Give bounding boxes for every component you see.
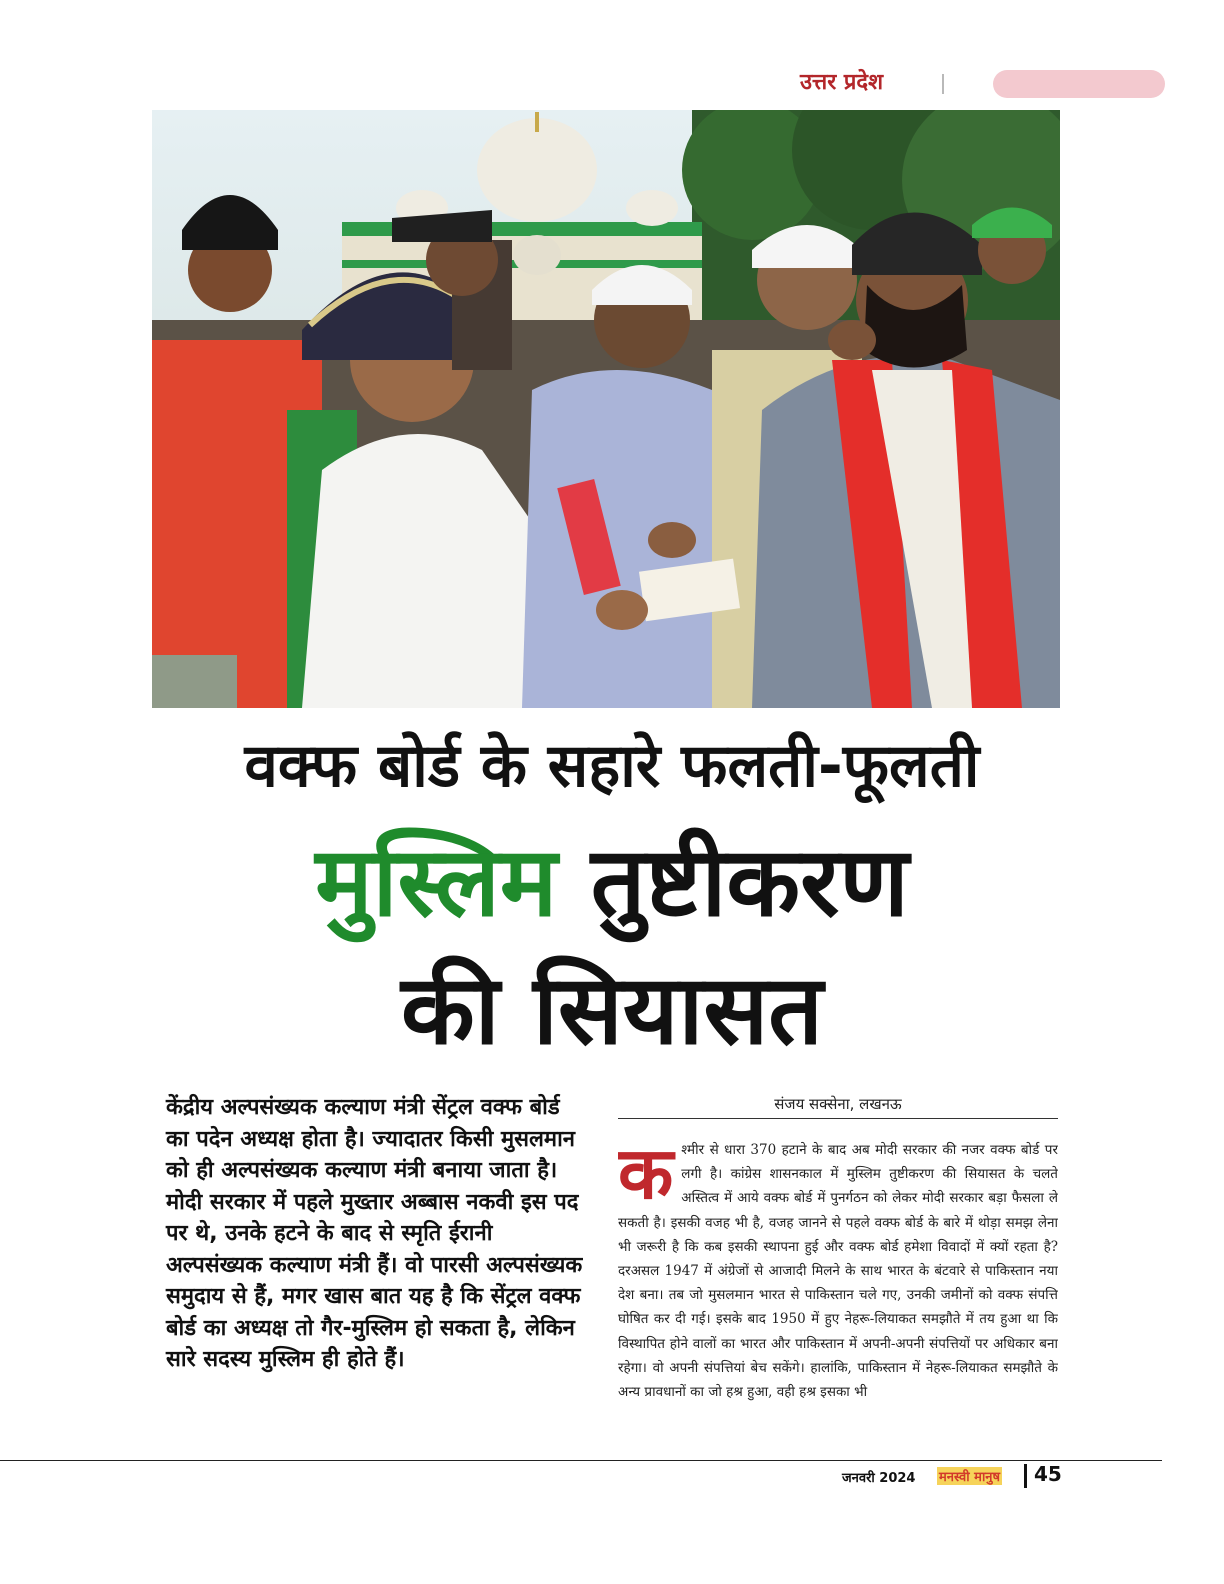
dropcap: क <box>618 1138 674 1215</box>
headline-line-3: की सियासत <box>401 954 823 1066</box>
footer-rule <box>0 1460 1162 1461</box>
section-divider <box>942 74 944 94</box>
article-body-text: श्मीर से धारा 370 हटाने के बाद अब मोदी सरकार की नजर वक्फ बोर्ड पर लगी है। कांग्रेस शासनकाल में मुस्लिम तुष्टीकरण की सियासत के चलते अस्तित्व में आये वक्फ बोर्ड में पुनर्गठन को लेकर मोदी सरकार बड़ा फैसला ले सकती है। इसकी वजह भी है, वजह जानने से पहले वक्फ बोर्ड के बारे में थोड़ा समझ लेना भी जरूरी है कि कब इसकी स्थापना हुई और वक्फ बोर्ड हमेशा विवादों में क्यों रहता है? दरअसल 1947 में अंग्रेजों से आजादी मिलने के साथ भारत के बंटवारे से पाकिस्तान नया देश बना। तब जो मुसलमान भारत से पाकिस्तान चले गए, उनकी जमीनों को वक्फ संपत्ति घोषित कर दी गई। इसके बाद 1950 में हुए नेहरू-लियाकत समझौते में तय हुआ था कि विस्थापित होने वालों का भारत और पाकिस्तान में अपनी-अपनी संपत्तियों पर अधिकार बना रहेगा। वो अपनी संपत्तियां बेच सकेंगे। हालांकि, पाकिस्तान में नेहरू-लियाकत समझौते के अन्य प्रावधानों का जो हश्र हुआ, वही हश्र इसका भी <box>618 1142 1058 1401</box>
headline-black-word: तुष्टीकरण <box>557 826 909 938</box>
photo-illustration <box>152 110 1060 708</box>
cover-photo <box>152 110 1060 708</box>
footer-date: जनवरी 2024 <box>842 1471 916 1486</box>
magazine-logo: मनस्वी मानुष <box>937 1467 1002 1485</box>
article-body <box>618 1138 1058 1440</box>
pullquote: केंद्रीय अल्पसंख्यक कल्याण मंत्री सेंट्रल वक्फ बोर्ड का पदेन अध्यक्ष होता है। ज्यादातर किसी मुसलमान को ही अल्पसंख्यक कल्याण मंत्री बनाया जाता है। मोदी सरकार में पहले मुख्तार अब्बास नकवी इस पद पर थे, उनके हटने के बाद से स्मृति ईरानी अल्पसंख्यक कल्याण मंत्री हैं। वो पारसी अल्पसंख्यक समुदाय से हैं, मगर खास बात यह है कि सेंट्रल वक्फ बोर्ड का अध्यक्ष तो गैर-मुस्लिम हो सकता है, लेकिन सारे सदस्य मुस्लिम ही होते हैं। <box>166 1095 583 1372</box>
byline: संजय सक्सेना, लखनऊ <box>618 1094 1058 1119</box>
headline-line-1: वक्फ बोर्ड के सहारे फलती-फूलती <box>244 731 980 801</box>
section-label: उत्तर प्रदेश <box>800 70 884 95</box>
headline-green-word: मुस्लिम <box>315 826 558 938</box>
page-number: 45 <box>1034 1462 1062 1486</box>
footer-bar <box>1024 1464 1027 1488</box>
section-pill <box>993 70 1165 98</box>
headline-line-2 <box>0 820 1224 945</box>
